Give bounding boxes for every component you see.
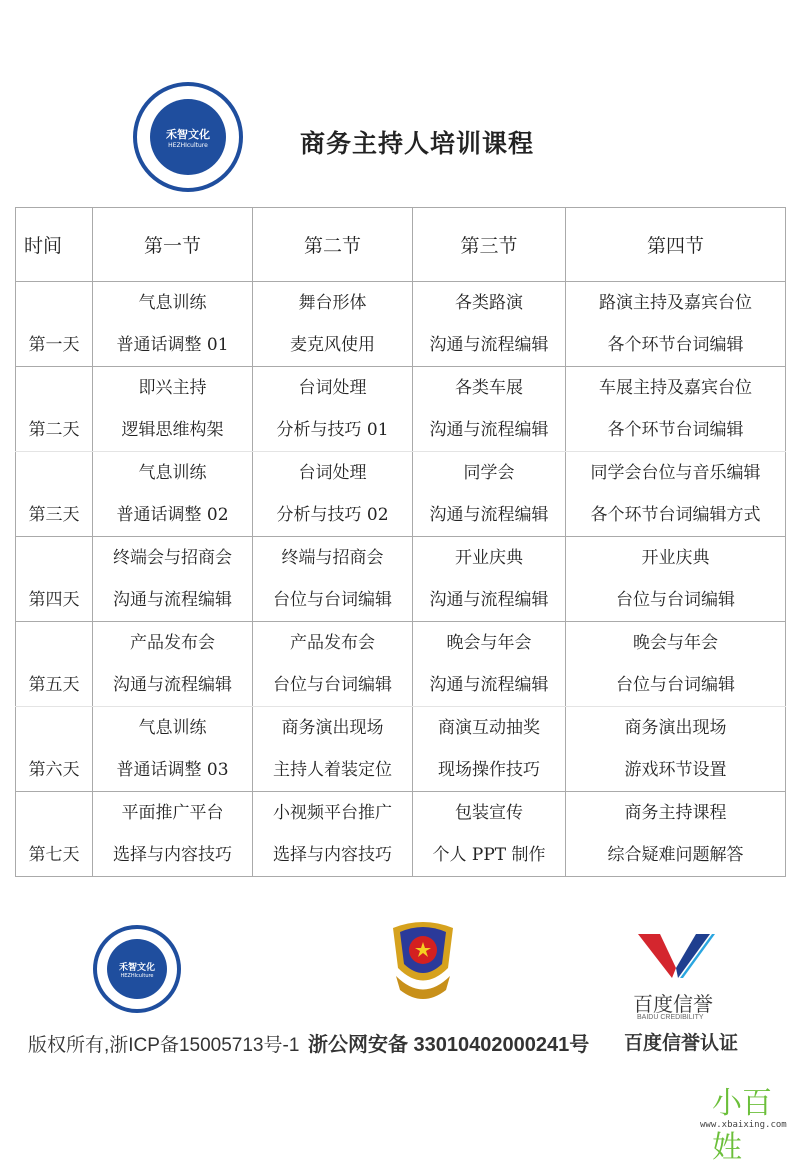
session-cell [93,367,253,452]
session-cell [413,452,566,537]
session-line: 普通话调整 02 [116,505,229,525]
session-line: 即兴主持 [138,378,207,398]
session-line: 晚会与年会 [446,633,532,653]
header-row [16,208,786,282]
session-line: 沟通与流程编辑 [113,675,232,695]
session-cell [253,622,413,707]
session-line: 台词处理 [298,378,367,398]
table-row [16,622,786,707]
session-line: 逻辑思维构架 [121,420,224,440]
session-cell [93,622,253,707]
day-label: 第五天 [28,675,80,695]
session-line: 小视频平台推广 [273,803,392,823]
session-line: 普通话调整 03 [116,760,229,780]
session-line: 分析与技巧 01 [276,420,389,440]
session-line: 各类车展 [455,378,523,398]
session-line: 沟通与流程编辑 [429,420,549,440]
schedule-table [15,207,786,877]
day-cell [16,622,93,707]
footer-logo-name: 禾智文化 [118,962,155,973]
session-line: 气息训练 [138,463,207,483]
baidu-credibility-logo-icon [636,932,716,984]
session-line: 商务演出现场 [281,718,384,738]
session-cell [566,792,786,877]
session-cell [413,537,566,622]
day-spacer [16,622,92,664]
baidu-logo-text: 百度信誉 [633,994,713,1016]
session-line: 现场操作技巧 [438,760,540,780]
session-line: 产品发布会 [290,633,375,653]
day-cell [16,282,93,367]
day-spacer [16,282,92,324]
column-header: 第三节 [413,208,566,282]
session-cell [566,707,786,792]
session-line: 选择与内容技巧 [273,845,392,865]
session-line: 气息训练 [138,293,207,313]
session-cell [413,622,566,707]
column-header: 第二节 [253,208,413,282]
column-header: 第四节 [566,208,786,282]
baidu-logo-en: BAIDU CREDIBILITY [637,1014,704,1021]
session-line: 商演互动抽奖 [438,718,540,738]
session-line: 沟通与流程编辑 [429,675,549,695]
session-cell [93,707,253,792]
company-logo [133,82,243,192]
session-line: 台位与台词编辑 [273,675,392,695]
day-label: 第七天 [28,845,80,865]
session-line: 开业庆典 [455,548,523,568]
session-line: 普通话调整 01 [116,335,229,355]
session-cell [566,622,786,707]
session-line: 终端与招商会 [281,548,384,568]
session-line: 沟通与流程编辑 [113,590,232,610]
table-row [16,537,786,622]
session-cell [413,707,566,792]
session-cell [253,367,413,452]
session-line: 舞台形体 [298,293,367,313]
day-cell [16,707,93,792]
session-line: 沟通与流程编辑 [429,590,549,610]
table-row [16,792,786,877]
session-cell [253,452,413,537]
session-line: 晚会与年会 [633,633,718,653]
column-header: 第一节 [93,208,253,282]
session-cell [253,792,413,877]
session-line: 台位与台词编辑 [616,590,735,610]
session-line: 分析与技巧 02 [276,505,389,525]
day-label: 第一天 [28,335,80,355]
police-badge-icon [388,918,458,1000]
session-line: 包装宣传 [455,803,523,823]
table-row [16,367,786,452]
session-line: 各个环节台词编辑 [607,335,744,355]
session-cell [566,282,786,367]
day-cell [16,452,93,537]
session-cell [93,282,253,367]
day-cell [16,792,93,877]
session-line: 同学会台位与音乐编辑 [590,463,761,483]
session-line: 气息训练 [138,718,207,738]
day-label: 第三天 [28,505,80,525]
day-label: 第二天 [28,420,80,440]
session-cell [253,537,413,622]
logo-name-en: HEZHIculture [168,141,208,149]
footer-logo-name-en: HEZHIculture [120,972,154,979]
session-line: 台位与台词编辑 [616,675,735,695]
session-line: 游戏环节设置 [624,760,727,780]
session-line: 麦克风使用 [290,335,375,355]
session-line: 各个环节台词编辑 [607,420,744,440]
session-line: 商务主持课程 [624,803,727,823]
day-spacer [16,537,92,579]
session-line: 主持人着装定位 [273,760,392,780]
session-cell [253,707,413,792]
footer-company-logo [93,925,181,1013]
session-line: 产品发布会 [130,633,215,653]
day-cell [16,537,93,622]
session-line: 路演主持及嘉宾台位 [599,293,752,313]
session-cell [93,792,253,877]
day-spacer [16,707,92,749]
session-cell [413,282,566,367]
session-line: 台词处理 [298,463,367,483]
session-line: 各类路演 [455,293,523,313]
day-spacer [16,367,92,409]
copyright-text: 版权所有,浙ICP备15005713号-1 [28,1035,300,1056]
session-cell [413,792,566,877]
session-line: 终端会与招商会 [113,548,232,568]
session-line: 个人 PPT 制作 [432,845,546,865]
session-cell [93,537,253,622]
page-title: 商务主持人培训课程 [300,129,535,158]
session-line: 沟通与流程编辑 [429,335,549,355]
session-cell [566,537,786,622]
session-cell [566,452,786,537]
day-spacer [16,452,92,494]
baidu-caption: 百度信誉认证 [624,1033,739,1054]
day-label: 第六天 [28,760,80,780]
day-spacer [16,792,92,834]
column-header: 时间 [16,208,93,282]
session-line: 沟通与流程编辑 [429,505,549,525]
session-cell [93,452,253,537]
session-cell [566,367,786,452]
session-line: 各个环节台词编辑方式 [590,505,761,525]
logo-name: 禾智文化 [166,127,210,141]
session-cell [253,282,413,367]
session-cell [413,367,566,452]
watermark-url: www.xbaixing.com [700,1120,787,1130]
session-line: 综合疑难问题解答 [607,845,744,865]
session-line: 台位与台词编辑 [273,590,392,610]
table-row [16,452,786,537]
session-line: 商务演出现场 [624,718,727,738]
session-line: 开业庆典 [641,548,710,568]
day-cell [16,367,93,452]
session-line: 车展主持及嘉宾台位 [599,378,752,398]
watermark-text: 小百姓 [712,1086,772,1165]
session-line: 选择与内容技巧 [113,845,232,865]
session-line: 同学会 [463,463,515,483]
table-row [16,707,786,792]
day-label: 第四天 [28,590,80,610]
table-row [16,282,786,367]
police-record-text: 浙公网安备 33010402000241号 [308,1034,590,1056]
session-line: 平面推广平台 [121,803,224,823]
